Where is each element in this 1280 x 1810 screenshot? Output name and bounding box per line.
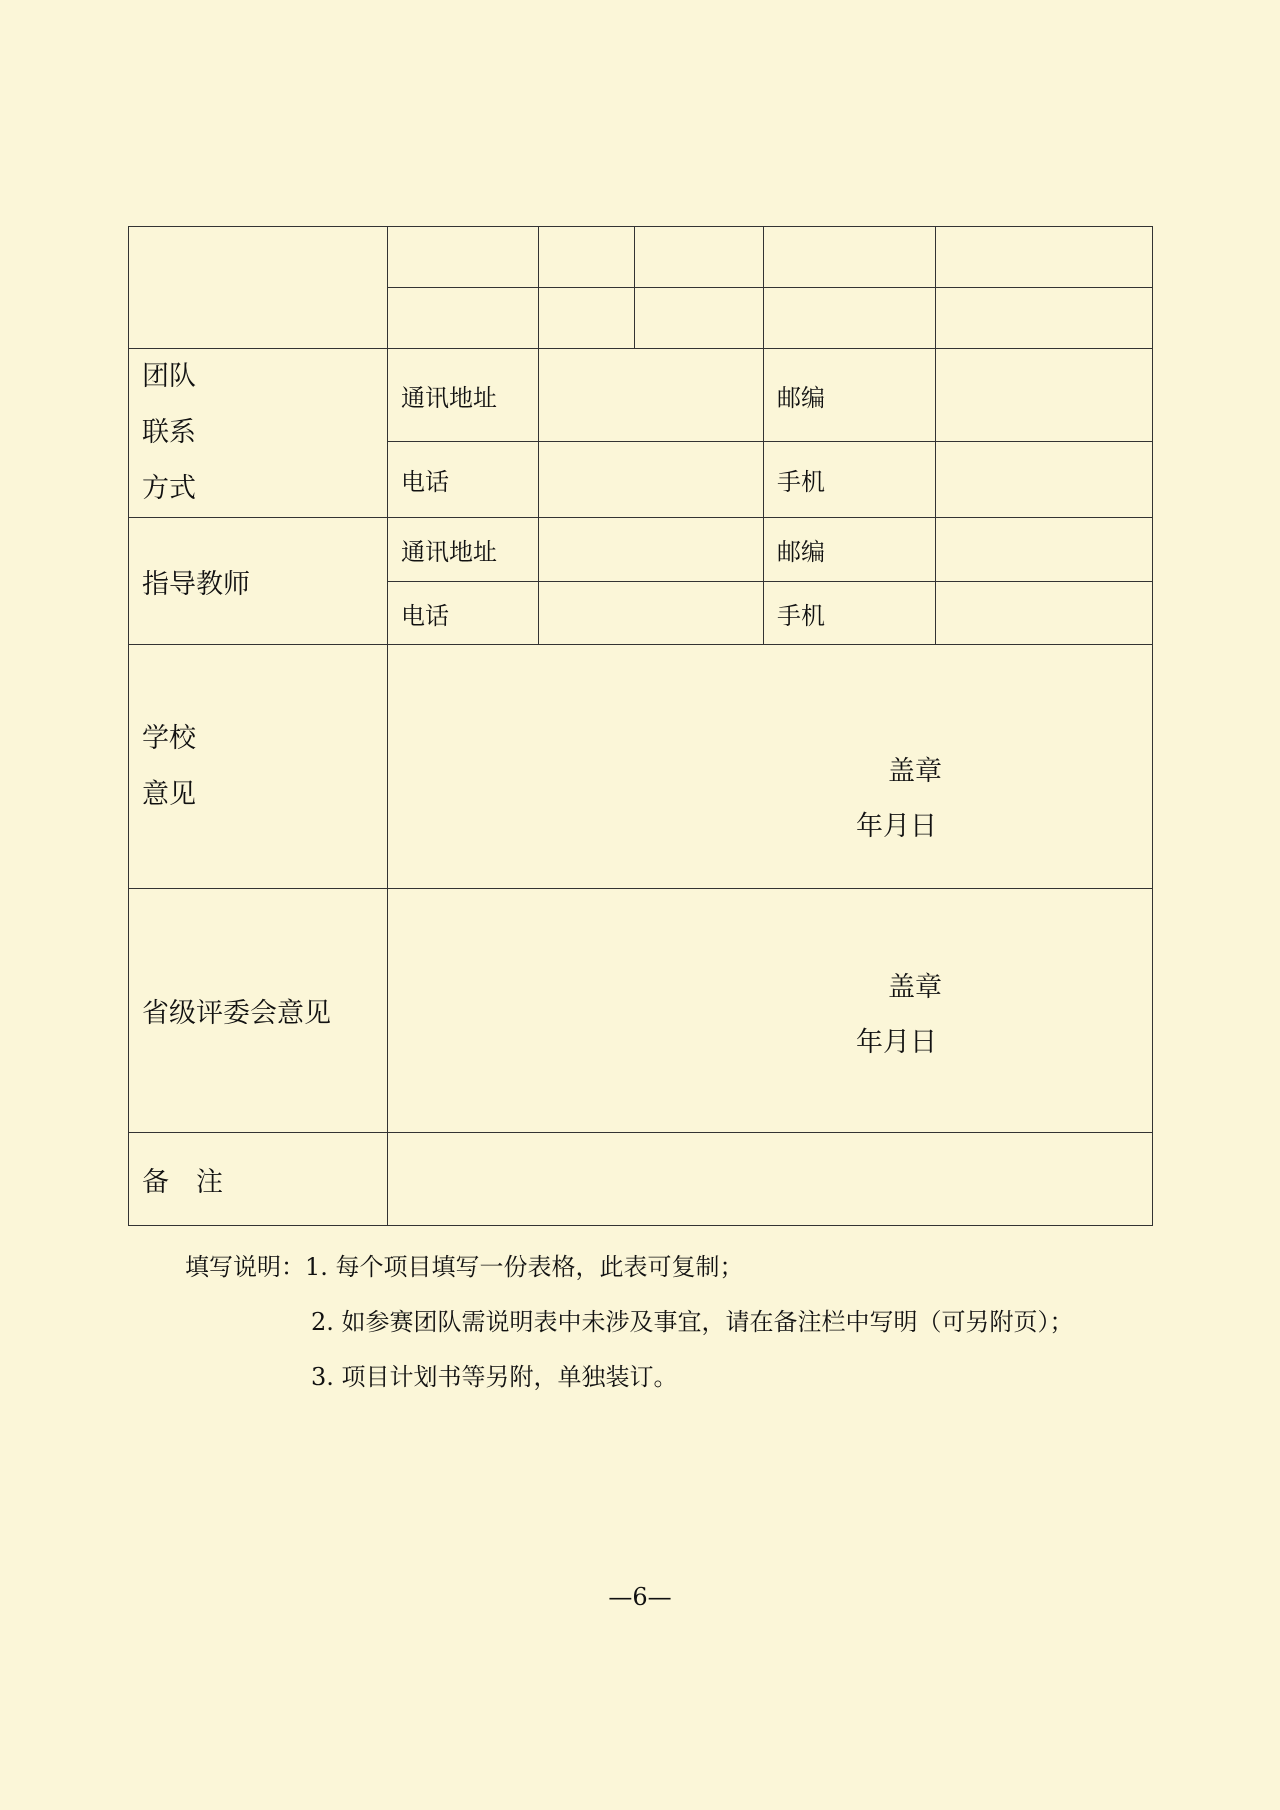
advisor-label: 指导教师 xyxy=(129,518,388,645)
school-opinion-label-line: 意见 xyxy=(142,778,196,810)
school-opinion-label-line: 学校 xyxy=(142,722,196,754)
advisor-postcode-label: 邮编 xyxy=(764,518,936,582)
team-postcode-field[interactable] xyxy=(936,349,1153,442)
school-opinion-field[interactable] xyxy=(388,645,1153,889)
blank-cell[interactable] xyxy=(539,288,635,349)
advisor-mobile-field[interactable] xyxy=(936,582,1153,645)
blank-cell[interactable] xyxy=(635,227,764,288)
remarks-row xyxy=(129,1133,1153,1226)
school-seal-text: 盖章 xyxy=(888,756,942,787)
team-mobile-field[interactable] xyxy=(936,442,1153,518)
team-contact-row-address xyxy=(129,349,1153,442)
team-address-field[interactable] xyxy=(539,349,764,442)
advisor-phone-label: 电话 xyxy=(388,582,539,645)
page-number: —6— xyxy=(608,1583,672,1611)
advisor-postcode-field[interactable] xyxy=(936,518,1153,582)
school-opinion-label xyxy=(129,645,388,889)
advisor-address-field[interactable] xyxy=(539,518,764,582)
school-date-text: 年月日 xyxy=(856,811,937,842)
team-contact-label xyxy=(129,349,388,518)
fill-instructions xyxy=(185,1240,1074,1405)
blank-cell[interactable] xyxy=(764,227,936,288)
school-opinion-row xyxy=(129,645,1153,889)
blank-cell[interactable] xyxy=(388,227,539,288)
team-contact-label-line: 联系 xyxy=(142,417,196,448)
team-contact-label-line: 方式 xyxy=(142,473,196,504)
instructions-lead: 填写说明： xyxy=(185,1253,305,1281)
provincial-seal-text: 盖章 xyxy=(888,972,942,1003)
team-address-label: 通讯地址 xyxy=(388,349,539,442)
team-phone-field[interactable] xyxy=(539,442,764,518)
instruction-item xyxy=(185,1240,1074,1295)
provincial-opinion-label: 省级评委会意见 xyxy=(129,889,388,1133)
instruction-text: 1. 每个项目填写一份表格，此表可复制； xyxy=(305,1253,744,1281)
blank-cell[interactable] xyxy=(764,288,936,349)
application-form-table xyxy=(128,226,1153,1226)
provincial-date-text: 年月日 xyxy=(856,1027,937,1058)
instruction-text: 3. 项目计划书等另附，单独装订。 xyxy=(311,1363,678,1391)
blank-row-1 xyxy=(129,227,1153,288)
advisor-mobile-label: 手机 xyxy=(764,582,936,645)
advisor-row-address xyxy=(129,518,1153,582)
advisor-address-label: 通讯地址 xyxy=(388,518,539,582)
instruction-item xyxy=(185,1295,1074,1350)
remarks-field[interactable] xyxy=(388,1133,1153,1226)
team-postcode-label: 邮编 xyxy=(764,349,936,442)
provincial-opinion-row xyxy=(129,889,1153,1133)
blank-cell[interactable] xyxy=(388,288,539,349)
team-contact-label-line: 团队 xyxy=(142,361,196,392)
team-phone-label: 电话 xyxy=(388,442,539,518)
blank-label-cell xyxy=(129,227,388,349)
advisor-phone-field[interactable] xyxy=(539,582,764,645)
blank-cell[interactable] xyxy=(936,288,1153,349)
blank-cell[interactable] xyxy=(635,288,764,349)
provincial-opinion-field[interactable] xyxy=(388,889,1153,1133)
team-mobile-label: 手机 xyxy=(764,442,936,518)
blank-cell[interactable] xyxy=(936,227,1153,288)
instruction-item xyxy=(185,1350,1074,1405)
remarks-label: 备 注 xyxy=(129,1133,388,1226)
blank-cell[interactable] xyxy=(539,227,635,288)
instruction-text: 2. 如参赛团队需说明表中未涉及事宜，请在备注栏中写明（可另附页）； xyxy=(311,1308,1074,1336)
